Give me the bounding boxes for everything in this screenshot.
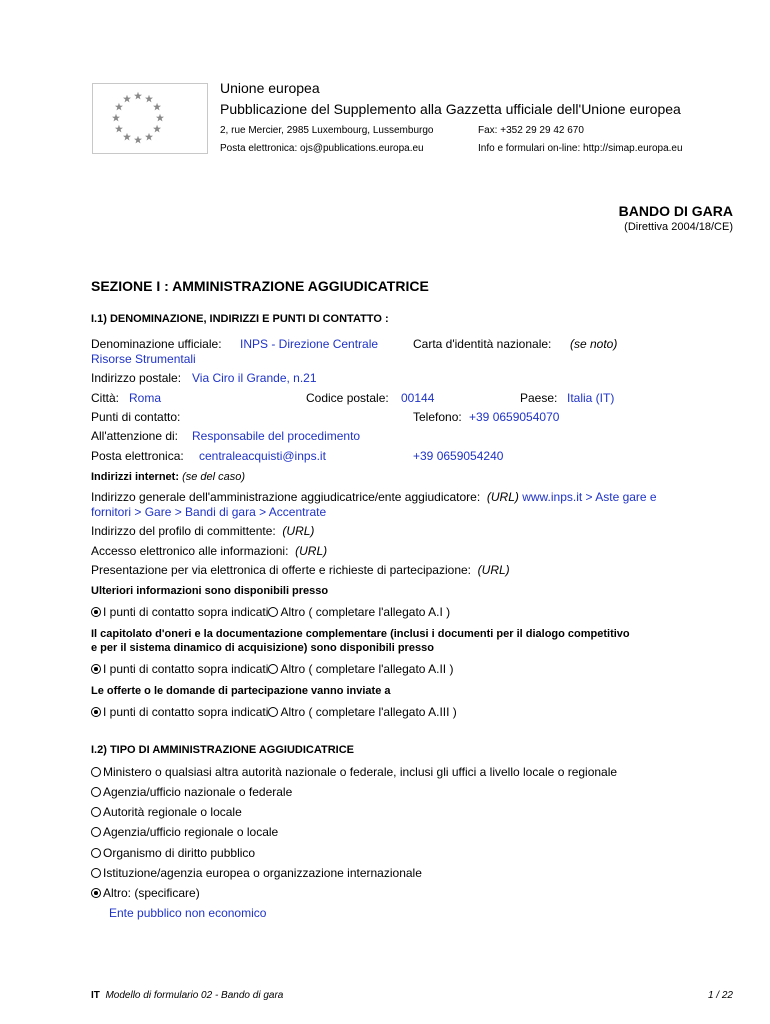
denomination-label: Denominazione ufficiale: [91, 337, 222, 351]
further-info-title: Ulteriori informazioni sono disponibili presso [91, 585, 329, 597]
eu-star-icon [145, 95, 153, 103]
denomination-value-2: Risorse Strumentali [91, 352, 196, 366]
eu-star-icon [115, 103, 123, 111]
radio-type-4[interactable] [91, 848, 101, 858]
tenders-title: Le offerte o le domande di partecipazione vanno inviate a [91, 685, 391, 697]
eu-star-icon [145, 133, 153, 141]
national-id-label: Carta d'identità nazionale: [413, 337, 552, 351]
access-hint: (URL) [295, 544, 328, 558]
radio-type-0[interactable] [91, 767, 101, 777]
type-label-0: Ministero o qualsiasi altra autorità nazionale o federale, inclusi gli uffici a livello locale o regionale [103, 765, 618, 779]
eu-star-icon [134, 136, 142, 144]
eu-stars-icon [93, 84, 207, 153]
eu-star-icon [123, 95, 131, 103]
specs-title-2: e per il sistema dinamico di acquisizione) sono disponibili presso [91, 642, 434, 654]
option-contacts-a3: I punti di contatto sopra indicati [103, 705, 269, 719]
access-row [91, 544, 327, 558]
general-address-hint: (URL) [486, 490, 519, 504]
type-label-5: Istituzione/agenzia europea o organizzazione internazionale [103, 866, 422, 880]
profile-label: Indirizzo del profilo di committente: [91, 524, 276, 538]
option-other-a3: Altro ( completare l'allegato A.III ) [280, 705, 457, 719]
type-option [91, 825, 278, 839]
section-i1-title: I.1) DENOMINAZIONE, INDIRIZZI E PUNTI DI CONTATTO : [91, 313, 389, 325]
postal-label: Indirizzo postale: [91, 371, 182, 385]
footer-form-name: Modello di formulario 02 - Bando di gara [105, 990, 284, 1001]
eu-star-icon [115, 125, 123, 133]
radio-type-5[interactable] [91, 868, 101, 878]
denomination-value-1: INPS - Direzione Centrale [240, 337, 379, 351]
radio-contacts-a3[interactable] [91, 707, 101, 717]
radio-type-2[interactable] [91, 807, 101, 817]
profile-hint: (URL) [282, 524, 315, 538]
contact-label: Punti di contatto: [91, 410, 181, 424]
header-info: Info e formulari on-line: http://simap.europa.eu [478, 143, 683, 154]
submission-hint: (URL) [477, 563, 510, 577]
eu-flag-logo [92, 83, 208, 154]
option-contacts-a2: I punti di contatto sopra indicati [103, 662, 269, 676]
type-label-3: Agenzia/ufficio regionale o locale [103, 825, 279, 839]
radio-type-3[interactable] [91, 827, 101, 837]
type-option [91, 846, 255, 860]
postcode-label: Codice postale: [306, 391, 389, 405]
footer-lang: IT [91, 990, 100, 1001]
header-org: Unione europea [220, 80, 320, 96]
profile-row [91, 524, 314, 538]
type-label-4: Organismo di diritto pubblico [103, 846, 256, 860]
header-address: 2, rue Mercier, 2985 Luxembourg, Lussemburgo [220, 125, 434, 136]
option-other-a2: Altro ( completare l'allegato A.II ) [280, 662, 454, 676]
page-number: 1 / 22 [707, 990, 733, 1001]
general-address-url-1[interactable]: www.inps.it > Aste gare e [522, 490, 657, 504]
eu-star-icon [134, 92, 142, 100]
type-option [91, 886, 200, 900]
eu-star-icon [123, 133, 131, 141]
access-label: Accesso elettronico alle informazioni: [91, 544, 289, 558]
further-info-options [91, 605, 450, 619]
type-option [91, 805, 242, 819]
tenders-options [91, 705, 457, 719]
email-value: centraleacquisti@inps.it [199, 449, 326, 463]
attention-value: Responsabile del procedimento [192, 429, 361, 443]
eu-star-icon [153, 125, 161, 133]
submission-row [91, 563, 510, 577]
internet-hint: (se del caso) [182, 471, 246, 483]
radio-type-6[interactable] [91, 888, 101, 898]
phone-label: Telefono: [413, 410, 462, 424]
specs-title-1: Il capitolato d'oneri e la documentazione complementare (inclusi i documenti per il dialogo competitivo [91, 628, 630, 640]
radio-type-1[interactable] [91, 787, 101, 797]
national-id-hint: (se noto) [570, 337, 618, 351]
general-address-url-2[interactable]: fornitori > Gare > Bandi di gara > Accentrate [91, 505, 327, 519]
country-value: Italia (IT) [567, 391, 615, 405]
radio-other-a3[interactable] [268, 707, 278, 717]
type-option [91, 785, 292, 799]
attention-label: All'attenzione di: [91, 429, 179, 443]
radio-other-a2[interactable] [268, 664, 278, 674]
radio-contacts-a2[interactable] [91, 664, 101, 674]
section-i2-title: I.2) TIPO DI AMMINISTRAZIONE AGGIUDICATRICE [91, 744, 354, 756]
eu-star-icon [156, 114, 164, 122]
section-title: SEZIONE I : AMMINISTRAZIONE AGGIUDICATRICE [91, 278, 429, 294]
type-label-6: Altro: (specificare) [103, 886, 200, 900]
footer-form [91, 990, 283, 1001]
notice-directive: (Direttiva 2004/18/CE) [624, 221, 733, 233]
header-fax: Fax: +352 29 29 42 670 [478, 125, 584, 136]
email-label: Posta elettronica: [91, 449, 184, 463]
city-label: Città: [91, 391, 120, 405]
radio-other-a1[interactable] [268, 607, 278, 617]
type-option [91, 765, 617, 779]
internet-label: Indirizzi internet: [91, 471, 179, 483]
postcode-value: 00144 [401, 391, 435, 405]
header-email: Posta elettronica: ojs@publications.europa.eu [220, 143, 424, 154]
radio-contacts-a1[interactable] [91, 607, 101, 617]
country-label: Paese: [520, 391, 558, 405]
general-address-row [91, 490, 657, 504]
general-address-label: Indirizzo generale dell'amministrazione aggiudicatrice/ente aggiudicatore: [91, 490, 481, 504]
option-other-a1: Altro ( completare l'allegato A.I ) [280, 605, 451, 619]
eu-star-icon [112, 114, 120, 122]
type-label-2: Autorità regionale o locale [103, 805, 242, 819]
fax-value: +39 0659054240 [413, 449, 504, 463]
submission-label: Presentazione per via elettronica di offerte e richieste di partecipazione: [91, 563, 471, 577]
header-publication: Pubblicazione del Supplemento alla Gazzetta ufficiale dell'Unione europea [220, 101, 681, 117]
postal-value: Via Ciro il Grande, n.21 [192, 371, 317, 385]
phone-value: +39 0659054070 [469, 410, 560, 424]
eu-star-icon [153, 103, 161, 111]
specs-options [91, 662, 453, 676]
type-label-1: Agenzia/ufficio nazionale o federale [103, 785, 293, 799]
internet-heading [91, 471, 245, 483]
other-type-value: Ente pubblico non economico [109, 906, 267, 920]
notice-title: BANDO DI GARA [618, 203, 733, 219]
type-option [91, 866, 422, 880]
city-value: Roma [129, 391, 162, 405]
option-contacts-a1: I punti di contatto sopra indicati [103, 605, 269, 619]
